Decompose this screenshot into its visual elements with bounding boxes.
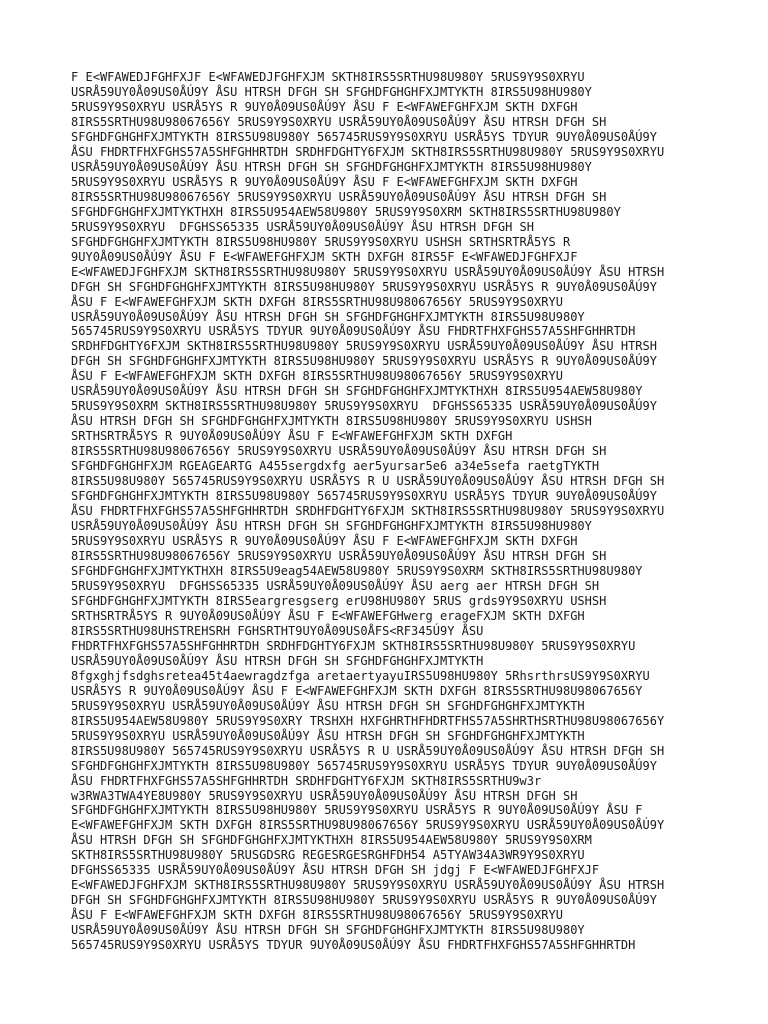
text-line: 565745RUS9Y9S0XRYU USRÅ5YS TDYUR 9UY0Å09US0ÅÚ9Y ÅSU FHDRTFHXFGHS57A5SHFGHHRTDH	[71, 324, 636, 339]
text-line: E<WFAWEDJFGHFXJM SKTH8IRS5SRTHU98U980Y 5RUS9Y9S0XRYU USRÅ59UY0Å09US0ÅÚ9Y ÅSU HTRSH	[71, 264, 665, 279]
text-line: USRÅ59UY0Å09US0ÅÚ9Y ÅSU HTRSH DFGH SH SFGHDFGHGHFXJMTYKTH 8IRS5U98HU980Y	[71, 519, 592, 534]
text-line: USRÅ59UY0Å09US0ÅÚ9Y ÅSU HTRSH DFGH SH SFGHDFGHGHFXJMTYKTHXH 8IRS5U954AEW58U980Y	[71, 384, 643, 399]
text-line: USRÅ59UY0Å09US0ÅÚ9Y ÅSU HTRSH DFGH SH SFGHDFGHGHFXJMTYKTH 8IRS5U98U980Y	[71, 923, 585, 938]
text-line: USRÅ5YS R 9UY0Å09US0ÅÚ9Y ÅSU F E<WFAWEFGHFXJM SKTH DXFGH 8IRS5SRTHU98U98067656Y	[71, 683, 643, 698]
text-line: ÅSU F E<WFAWEFGHFXJM SKTH DXFGH 8IRS5SRTHU98U98067656Y 5RUS9Y9S0XRYU	[71, 294, 563, 309]
text-line: USRÅ59UY0Å09US0ÅÚ9Y ÅSU HTRSH DFGH SH SFGHDFGHGHFXJMTYKTH 8IRS5U98HU980Y	[71, 84, 592, 99]
text-line: ÅSU HTRSH DFGH SH SFGHDFGHGHFXJMTYKTHXH 8IRS5U954AEW58U980Y 5RUS9Y9S0XRM	[71, 833, 592, 848]
text-line: SFGHDFGHGHFXJMTYKTH 8IRS5U98U980Y 565745RUS9Y9S0XRYU USRÅ5YS TDYUR 9UY0Å09US0ÅÚ9Y	[71, 129, 658, 144]
text-line: ÅSU HTRSH DFGH SH SFGHDFGHGHFXJMTYKTH 8IRS5U98HU980Y 5RUS9Y9S0XRYU USHSH	[71, 414, 592, 429]
document-body-text	[71, 70, 711, 953]
text-line: ÅSU FHDRTFHXFGHS57A5SHFGHHRTDH SRDHFDGHTY6FXJM SKTH8IRS5SRTHU98U980Y 5RUS9Y9S0XRYU	[71, 144, 665, 159]
text-line: 5RUS9Y9S0XRYU USRÅ5YS R 9UY0Å09US0ÅÚ9Y ÅSU F E<WFAWEFGHFXJM SKTH DXFGH	[71, 99, 578, 114]
text-line: SFGHDFGHGHFXJMTYKTH 8IRS5U98HU980Y 5RUS9Y9S0XRYU USHSH SRTHSRTRÅ5YS R	[71, 234, 571, 249]
text-line: SFGHDFGHGHFXJMTYKTH 8IRS5U98U980Y 565745RUS9Y9S0XRYU USRÅ5YS TDYUR 9UY0Å09US0ÅÚ9Y	[71, 758, 658, 773]
text-line: FHDRTFHXFGHS57A5SHFGHHRTDH SRDHFDGHTY6FXJM SKTH8IRS5SRTHU98U980Y 5RUS9Y9S0XRYU	[71, 638, 636, 653]
text-line: SFGHDFGHGHFXJMTYKTHXH 8IRS5U954AEW58U980Y 5RUS9Y9S0XRM SKTH8IRS5SRTHU98U980Y	[71, 204, 621, 219]
text-line: ÅSU F E<WFAWEFGHFXJM SKTH DXFGH 8IRS5SRTHU98U98067656Y 5RUS9Y9S0XRYU	[71, 908, 563, 923]
text-line: DFGHSS65335 USRÅ59UY0Å09US0ÅÚ9Y ÅSU HTRSH DFGH SH jdgj F E<WFAWEDJFGHFXJF	[71, 863, 600, 878]
text-line: w3RWA3TWA4YE8U980Y 5RUS9Y9S0XRYU USRÅ59UY0Å09US0ÅÚ9Y ÅSU HTRSH DFGH SH	[71, 788, 578, 803]
text-line: 8IRS5SRTHU98U98067656Y 5RUS9Y9S0XRYU USRÅ59UY0Å09US0ÅÚ9Y ÅSU HTRSH DFGH SH	[71, 189, 607, 204]
text-line: ÅSU FHDRTFHXFGHS57A5SHFGHHRTDH SRDHFDGHTY6FXJM SKTH8IRS5SRTHU98U980Y 5RUS9Y9S0XRYU	[71, 504, 665, 519]
text-line: F E<WFAWEDJFGHFXJF E<WFAWEDJFGHFXJM SKTH8IRS5SRTHU98U980Y 5RUS9Y9S0XRYU	[71, 70, 585, 84]
text-line: SFGHDFGHGHFXJMTYKTH 8IRS5U98U980Y 565745RUS9Y9S0XRYU USRÅ5YS TDYUR 9UY0Å09US0ÅÚ9Y	[71, 489, 658, 504]
text-line: 8IRS5SRTHU98U98067656Y 5RUS9Y9S0XRYU USRÅ59UY0Å09US0ÅÚ9Y ÅSU HTRSH DFGH SH	[71, 444, 607, 459]
text-line: SRTHSRTRÅ5YS R 9UY0Å09US0ÅÚ9Y ÅSU F E<WFAWEFGHFXJM SKTH DXFGH	[71, 429, 513, 444]
text-line: 5RUS9Y9S0XRYU USRÅ5YS R 9UY0Å09US0ÅÚ9Y ÅSU F E<WFAWEFGHFXJM SKTH DXFGH	[71, 534, 578, 549]
text-line: SRTHSRTRÅ5YS R 9UY0Å09US0ÅÚ9Y ÅSU F E<WFAWEFGHwerg erageFXJM SKTH DXFGH	[71, 608, 585, 623]
text-line: 8IRS5SRTHU98U98067656Y 5RUS9Y9S0XRYU USRÅ59UY0Å09US0ÅÚ9Y ÅSU HTRSH DFGH SH	[71, 114, 607, 129]
text-line: ÅSU F E<WFAWEFGHFXJM SKTH DXFGH 8IRS5SRTHU98U98067656Y 5RUS9Y9S0XRYU	[71, 369, 563, 384]
text-line: 5RUS9Y9S0XRYU USRÅ59UY0Å09US0ÅÚ9Y ÅSU HTRSH DFGH SH SFGHDFGHGHFXJMTYKTH	[71, 728, 585, 743]
text-line: 5RUS9Y9S0XRYU DFGHSS65335 USRÅ59UY0Å09US0ÅÚ9Y ÅSU HTRSH DFGH SH	[71, 219, 535, 234]
text-line: SRDHFDGHTY6FXJM SKTH8IRS5SRTHU98U980Y 5RUS9Y9S0XRYU USRÅ59UY0Å09US0ÅÚ9Y ÅSU HTRSH	[71, 339, 658, 354]
text-line: E<WFAWEFGHFXJM SKTH DXFGH 8IRS5SRTHU98U98067656Y 5RUS9Y9S0XRYU USRÅ59UY0Å09US0ÅÚ9Y	[71, 818, 665, 833]
text-line: 5RUS9Y9S0XRM SKTH8IRS5SRTHU98U980Y 5RUS9Y9S0XRYU DFGHSS65335 USRÅ59UY0Å09US0ÅÚ9Y	[71, 399, 658, 414]
text-line: 565745RUS9Y9S0XRYU USRÅ5YS TDYUR 9UY0Å09US0ÅÚ9Y ÅSU FHDRTFHXFGHS57A5SHFGHHRTDH	[71, 938, 636, 953]
text-line: SFGHDFGHGHFXJMTYKTH 8IRS5U98HU980Y 5RUS9Y9S0XRYU USRÅ5YS R 9UY0Å09US0ÅÚ9Y ÅSU F	[71, 803, 643, 818]
text-line: 8IRS5U98U980Y 565745RUS9Y9S0XRYU USRÅ5YS R U USRÅ59UY0Å09US0ÅÚ9Y ÅSU HTRSH DFGH SH	[71, 743, 665, 758]
text-line: 9UY0Å09US0ÅÚ9Y ÅSU F E<WFAWEFGHFXJM SKTH DXFGH 8IRS5F E<WFAWEDJFGHFXJF	[71, 249, 578, 264]
text-line: SKTH8IRS5SRTHU98U980Y 5RUSGDSRG REGESRGESRGHFDH54 A5TYAW34A3WR9Y9S0XRYU	[71, 848, 585, 863]
text-line: E<WFAWEDJFGHFXJM SKTH8IRS5SRTHU98U980Y 5RUS9Y9S0XRYU USRÅ59UY0Å09US0ÅÚ9Y ÅSU HTRSH	[71, 878, 665, 893]
text-line: 8IRS5SRTHU98UHSTREHSRH FGHSRTHT9UY0Å09US0ÅFS<RF345Ú9Y ÅSU	[71, 623, 484, 638]
text-line: 8IRS5U954AEW58U980Y 5RUS9Y9S0XRY TRSHXH HXFGHRTHFHDRTFHS57A5SHRTHSRTHU98U98067656Y	[71, 713, 665, 728]
text-line: SFGHDFGHGHFXJMTYKTH 8IRS5eargresgserg erU98HU980Y 5RUS grds9Y9S0XRYU USHSH	[71, 593, 607, 608]
text-line: 8IRS5U98U980Y 565745RUS9Y9S0XRYU USRÅ5YS R U USRÅ59UY0Å09US0ÅÚ9Y ÅSU HTRSH DFGH SH	[71, 474, 665, 489]
text-line: USRÅ59UY0Å09US0ÅÚ9Y ÅSU HTRSH DFGH SH SFGHDFGHGHFXJMTYKTH 8IRS5U98HU980Y	[71, 159, 592, 174]
text-line: SFGHDFGHGHFXJM RGEAGEARTG A455sergdxfg aer5yursar5e6 a34e5sefa raetgTYKTH	[71, 459, 600, 474]
text-line: 8fgxghjfsdghsretea45t4aewragdzfga aretaertyayuIRS5U98HU980Y 5RhsrthrsUS9Y9S0XRYU	[71, 668, 650, 683]
text-line: SFGHDFGHGHFXJMTYKTHXH 8IRS5U9eag54AEW58U980Y 5RUS9Y9S0XRM SKTH8IRS5SRTHU98U980Y	[71, 563, 643, 578]
text-line: DFGH SH SFGHDFGHGHFXJMTYKTH 8IRS5U98HU980Y 5RUS9Y9S0XRYU USRÅ5YS R 9UY0Å09US0ÅÚ9Y	[71, 279, 658, 294]
text-line: DFGH SH SFGHDFGHGHFXJMTYKTH 8IRS5U98HU980Y 5RUS9Y9S0XRYU USRÅ5YS R 9UY0Å09US0ÅÚ9Y	[71, 893, 658, 908]
text-line: 5RUS9Y9S0XRYU USRÅ5YS R 9UY0Å09US0ÅÚ9Y ÅSU F E<WFAWEFGHFXJM SKTH DXFGH	[71, 174, 578, 189]
text-line: 8IRS5SRTHU98U98067656Y 5RUS9Y9S0XRYU USRÅ59UY0Å09US0ÅÚ9Y ÅSU HTRSH DFGH SH	[71, 549, 607, 563]
text-line: USRÅ59UY0Å09US0ÅÚ9Y ÅSU HTRSH DFGH SH SFGHDFGHGHFXJMTYKTH 8IRS5U98U980Y	[71, 309, 585, 324]
text-line: 5RUS9Y9S0XRYU USRÅ59UY0Å09US0ÅÚ9Y ÅSU HTRSH DFGH SH SFGHDFGHGHFXJMTYKTH	[71, 698, 585, 713]
text-line: DFGH SH SFGHDFGHGHFXJMTYKTH 8IRS5U98HU980Y 5RUS9Y9S0XRYU USRÅ5YS R 9UY0Å09US0ÅÚ9Y	[71, 354, 658, 369]
text-line: USRÅ59UY0Å09US0ÅÚ9Y ÅSU HTRSH DFGH SH SFGHDFGHGHFXJMTYKTH	[71, 653, 484, 668]
text-line: 5RUS9Y9S0XRYU DFGHSS65335 USRÅ59UY0Å09US0ÅÚ9Y ÅSU aerg aer HTRSH DFGH SH	[71, 578, 600, 593]
text-line: ÅSU FHDRTFHXFGHS57A5SHFGHHRTDH SRDHFDGHTY6FXJM SKTH8IRS5SRTHU9w3r	[71, 773, 542, 788]
